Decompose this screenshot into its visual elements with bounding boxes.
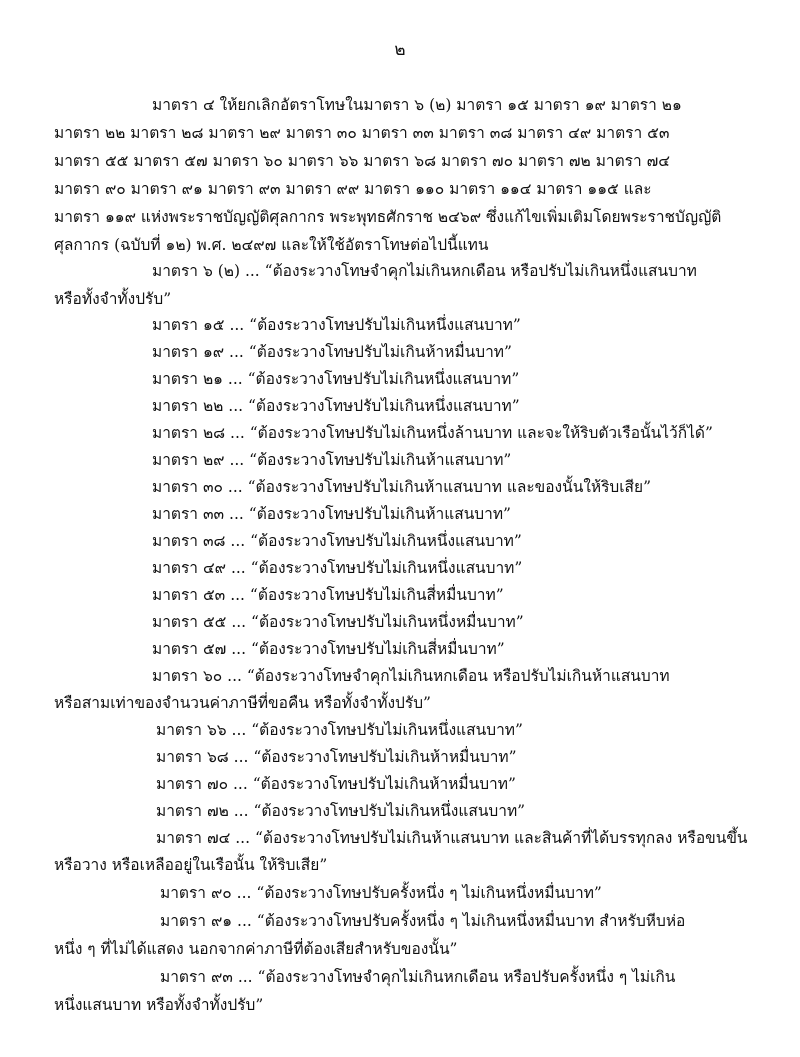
page-number: ๒ <box>394 40 406 60</box>
section-93-line-2: หนึ่งแสนบาท หรือทั้งจำทั้งปรับ” <box>54 996 264 1014</box>
section-74-line-2: หรือวาง หรือเหลืออยู่ในเรือนั้น ให้ริบเสีย” <box>54 856 328 874</box>
section-22: มาตรา ๒๒ ... “ต้องระวางโทษปรับไม่เกินหนึ่งแสนบาท” <box>152 397 520 415</box>
section-72: มาตรา ๗๒ ... “ต้องระวางโทษปรับไม่เกินหนึ่งแสนบาท” <box>156 802 526 820</box>
intro-line-5: มาตรา ๑๑๙ แห่งพระราชบัญญัติศุลกากร พระพุทธศักราช ๒๔๖๙ ซึ่งแก้ไขเพิ่มเติมโดยพระราชบัญญัติ <box>54 208 722 226</box>
intro-line-6: ศุลกากร (ฉบับที่ ๑๒) พ.ศ. ๒๔๙๗ และให้ใช้อัตราโทษต่อไปนี้แทน <box>54 236 489 254</box>
section-49: มาตรา ๔๙ ... “ต้องระวางโทษปรับไม่เกินหนึ่งแสนบาท” <box>152 559 523 577</box>
section-93-line-1: มาตรา ๙๓ ... “ต้องระวางโทษจำคุกไม่เกินหกเดือน หรือปรับครั้งหนึ่ง ๆ ไม่เกิน <box>160 968 676 986</box>
section-66: มาตรา ๖๖ ... “ต้องระวางโทษปรับไม่เกินหนึ่งแสนบาท” <box>156 721 523 739</box>
section-91-line-2: หนึ่ง ๆ ที่ไม่ได้แสดง นอกจากค่าภาษีที่ต้องเสียสำหรับของนั้น” <box>54 940 458 958</box>
section-70: มาตรา ๗๐ ... “ต้องระวางโทษปรับไม่เกินห้าหมื่นบาท” <box>156 775 516 793</box>
section-53: มาตรา ๕๓ ... “ต้องระวางโทษปรับไม่เกินสี่หมื่นบาท” <box>152 586 504 604</box>
section-91-line-1: มาตรา ๙๑ ... “ต้องระวางโทษปรับครั้งหนึ่ง ๆ ไม่เกินหนึ่งหมื่นบาท สำหรับหีบห่อ <box>160 912 686 930</box>
section-90: มาตรา ๙๐ ... “ต้องระวางโทษปรับครั้งหนึ่ง ๆ ไม่เกินหนึ่งหมื่นบาท” <box>160 884 602 902</box>
section-19: มาตรา ๑๙ ... “ต้องระวางโทษปรับไม่เกินห้าหมื่นบาท” <box>152 343 512 361</box>
section-15: มาตรา ๑๕ ... “ต้องระวางโทษปรับไม่เกินหนึ่งแสนบาท” <box>152 316 521 334</box>
intro-line-3: มาตรา ๕๕ มาตรา ๕๗ มาตรา ๖๐ มาตรา ๖๖ มาตรา ๖๘ มาตรา ๗๐ มาตรา ๗๒ มาตรา ๗๔ <box>54 152 671 170</box>
section-74-line-1: มาตรา ๗๔ ... “ต้องระวางโทษปรับไม่เกินห้าแสนบาท และสินค้าที่ได้บรรทุกลง หรือขนขึ้น <box>156 829 748 847</box>
section-60-line-1: มาตรา ๖๐ ... “ต้องระวางโทษจำคุกไม่เกินหกเดือน หรือปรับไม่เกินห้าแสนบาท <box>152 667 670 685</box>
section-33: มาตรา ๓๓ ... “ต้องระวางโทษปรับไม่เกินห้าแสนบาท” <box>152 505 511 523</box>
section-21: มาตรา ๒๑ ... “ต้องระวางโทษปรับไม่เกินหนึ่งแสนบาท” <box>152 370 520 388</box>
intro-line-1: มาตรา ๔ ให้ยกเลิกอัตราโทษในมาตรา ๖ (๒) มาตรา ๑๕ มาตรา ๑๙ มาตรา ๒๑ <box>152 96 682 114</box>
section-6-line-2: หรือทั้งจำทั้งปรับ” <box>54 290 172 308</box>
section-29: มาตรา ๒๙ ... “ต้องระวางโทษปรับไม่เกินห้าแสนบาท” <box>152 451 512 469</box>
intro-line-4: มาตรา ๙๐ มาตรา ๙๑ มาตรา ๙๓ มาตรา ๙๙ มาตรา ๑๑๐ มาตรา ๑๑๔ มาตรา ๑๑๕ และ <box>54 180 652 198</box>
section-60-line-2: หรือสามเท่าของจำนวนค่าภาษีที่ขอคืน หรือทั้งจำทั้งปรับ” <box>54 694 431 712</box>
intro-line-2: มาตรา ๒๒ มาตรา ๒๘ มาตรา ๒๙ มาตรา ๓๐ มาตรา ๓๓ มาตรา ๓๘ มาตรา ๔๙ มาตรา ๕๓ <box>54 124 670 142</box>
section-38: มาตรา ๓๘ ... “ต้องระวางโทษปรับไม่เกินหนึ่งแสนบาท” <box>152 532 522 550</box>
section-28: มาตรา ๒๘ ... “ต้องระวางโทษปรับไม่เกินหนึ่งล้านบาท และจะให้ริบตัวเรือนั้นไว้ก็ได้” <box>152 424 713 442</box>
section-6-line-1: มาตรา ๖ (๒) ... “ต้องระวางโทษจำคุกไม่เกินหกเดือน หรือปรับไม่เกินหนึ่งแสนบาท <box>152 262 697 280</box>
section-57: มาตรา ๕๗ ... “ต้องระวางโทษปรับไม่เกินสี่หมื่นบาท” <box>152 640 505 658</box>
section-30: มาตรา ๓๐ ... “ต้องระวางโทษปรับไม่เกินห้าแสนบาท และของนั้นให้ริบเสีย” <box>152 478 652 496</box>
section-68: มาตรา ๖๘ ... “ต้องระวางโทษปรับไม่เกินห้าหมื่นบาท” <box>156 748 517 766</box>
section-55: มาตรา ๕๕ ... “ต้องระวางโทษปรับไม่เกินหนึ่งหมื่นบาท” <box>152 613 524 631</box>
